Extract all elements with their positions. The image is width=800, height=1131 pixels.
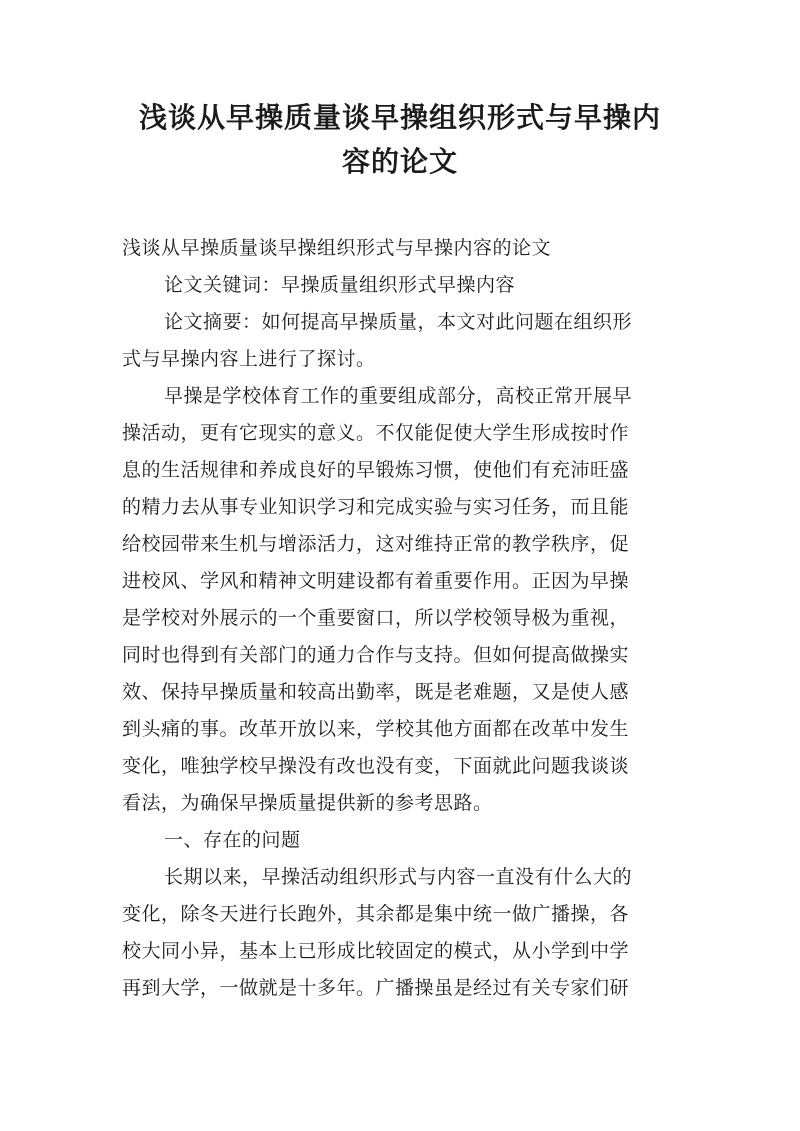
body-line: 再到大学，一做就是十多年。广播操虽是经过有关专家们研 [122,977,630,999]
section-heading: 一、存在的问题 [164,829,301,851]
body-line: 校大同小异，基本上已形成比较固定的模式，从小学到中学 [122,940,630,962]
body-line: 操活动，更有它现实的意义。不仅能促使大学生形成按时作 [122,422,630,444]
document-body [122,230,682,1007]
body-line: 进校风、学风和精神文明建设都有着重要作用。正因为早操 [122,570,630,592]
body-line: 论文关键词：早操质量组织形式早操内容 [164,274,516,296]
body-line: 论文摘要：如何提高早操质量，本文对此问题在组织形 [164,311,633,333]
body-line: 效、保持早操质量和较高出勤率，既是老难题，又是使人感 [122,681,630,703]
body-line: 变化，除冬天进行长跑外，其余都是集中统一做广播操，各 [122,903,630,925]
title-line: 浅谈从早操质量谈早操组织形式与早操内 [138,101,661,134]
body-line: 看法，为确保早操质量提供新的参考思路。 [122,792,493,814]
title-line: 容的论文 [341,145,458,178]
document-title [120,96,680,184]
body-line: 变化，唯独学校早操没有改也没有变，下面就此问题我谈谈 [122,755,630,777]
body-line: 到头痛的事。改革开放以来，学校其他方面都在改革中发生 [122,718,630,740]
body-line: 浅谈从早操质量谈早操组织形式与早操内容的论文 [122,237,552,259]
body-line: 给校园带来生机与增添活力，这对维持正常的教学秩序，促 [122,533,630,555]
body-line: 同时也得到有关部门的通力合作与支持。但如何提高做操实 [122,644,630,666]
body-line: 息的生活规律和养成良好的早锻炼习惯，使他们有充沛旺盛 [122,459,630,481]
body-line: 式与早操内容上进行了探讨。 [122,348,376,370]
body-line: 的精力去从事专业知识学习和完成实验与实习任务，而且能 [122,496,630,518]
body-line: 早操是学校体育工作的重要组成部分，高校正常开展早 [164,385,633,407]
body-line: 长期以来，早操活动组织形式与内容一直没有什么大的 [164,866,633,888]
body-line: 是学校对外展示的一个重要窗口，所以学校领导极为重视， [122,607,630,629]
